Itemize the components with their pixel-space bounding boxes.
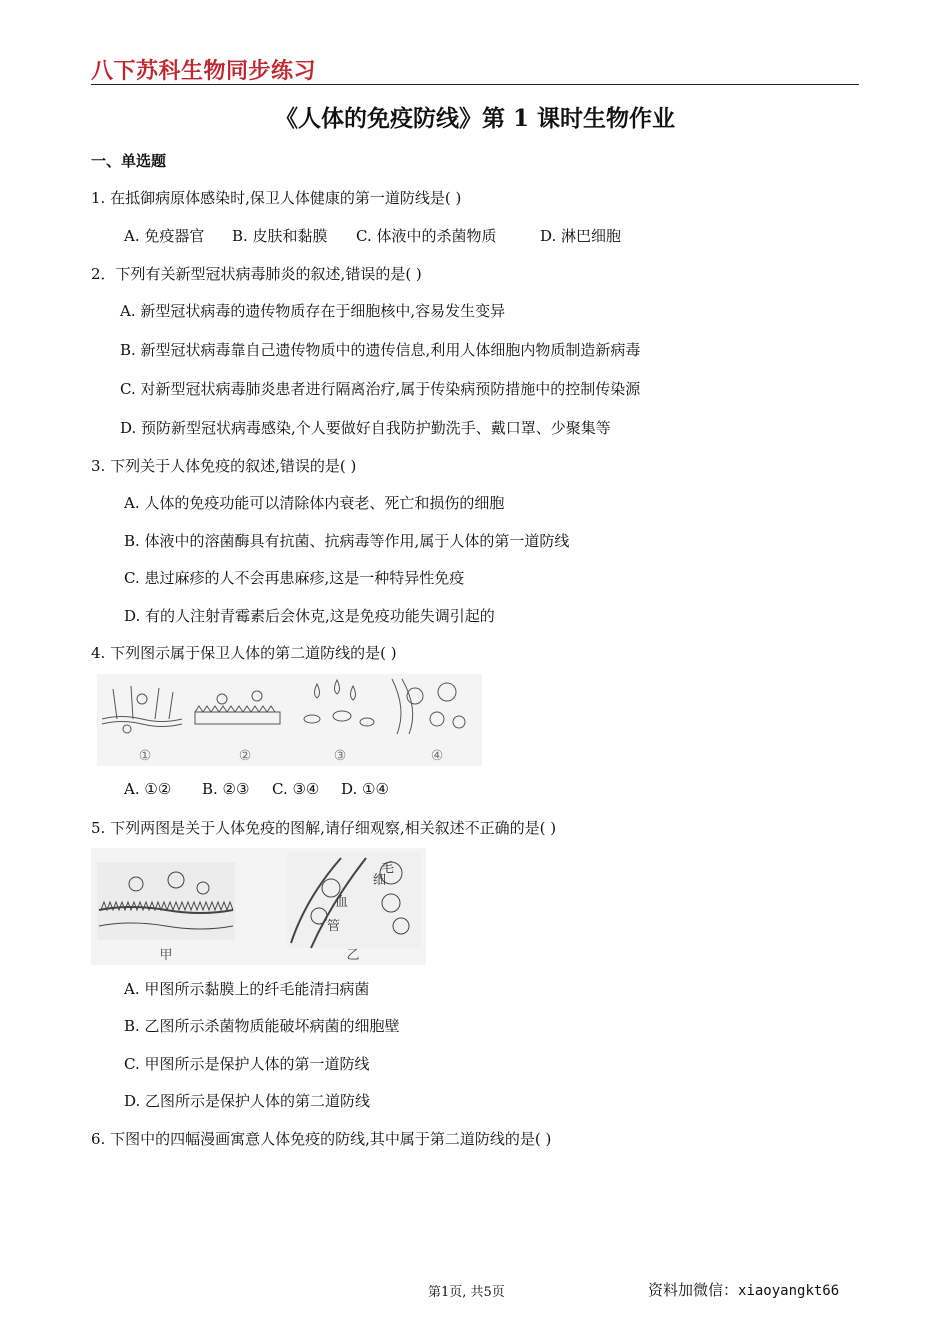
figure-5-text-vessel-2: 管 — [327, 919, 341, 934]
question-5-option-c: C. 甲图所示是保护人体的第一道防线 — [124, 1055, 370, 1073]
question-5-stem: 5. 下列两图是关于人体免疫的图解,请仔细观察,相关叙述不正确的是( ) — [91, 819, 557, 837]
question-4-stem: 4. 下列图示属于保卫人体的第二道防线的是( ) — [91, 644, 397, 662]
document-title: 《人体的免疫防线》第 1 课时生物作业 — [274, 105, 676, 132]
contact-info — [648, 1279, 839, 1300]
question-6-stem: 6. 下图中的四幅漫画寓意人体免疫的防线,其中属于第二道防线的是( ) — [91, 1130, 552, 1148]
section-heading: 一、单选题 — [91, 152, 167, 170]
header-divider — [91, 84, 859, 85]
figure-4-label-1: ① — [138, 748, 152, 764]
barrier-illustrations — [97, 674, 482, 766]
question-1-option-c: C. 体液中的杀菌物质 — [356, 227, 497, 245]
contact-id: xiaoyangkt66 — [738, 1283, 840, 1299]
figure-5-text-cap-1: 毛 — [381, 861, 395, 876]
figure-5-text-vessel-1: 血 — [335, 895, 349, 910]
question-3-option-b: B. 体液中的溶菌酶具有抗菌、抗病毒等作用,属于人体的第一道防线 — [124, 532, 570, 550]
question-1-option-b: B. 皮肤和黏膜 — [232, 227, 328, 245]
question-4-option-c: C. ③④ — [272, 780, 320, 798]
contact-label: 资料加微信： — [648, 1281, 739, 1299]
figure-5-label-yi: 乙 — [346, 948, 360, 963]
question-5-option-d: D. 乙图所示是保护人体的第二道防线 — [124, 1092, 371, 1110]
page-number: 第1页, 共5页 — [428, 1285, 505, 1300]
question-4-option-a: A. ①② — [124, 780, 172, 798]
question-3-option-a: A. 人体的免疫功能可以清除体内衰老、死亡和损伤的细胞 — [124, 494, 505, 512]
figure-4-label-3: ③ — [333, 748, 347, 764]
question-2-option-d: D. 预防新型冠状病毒感染,个人要做好自我防护勤洗手、戴口罩、少聚集等 — [120, 419, 611, 437]
question-5-option-a: A. 甲图所示黏膜上的纤毛能清扫病菌 — [124, 980, 370, 998]
question-1-stem: 1. 在抵御病原体感染时,保卫人体健康的第一道防线是( ) — [91, 189, 462, 207]
series-title: 八下苏科生物同步练习 — [91, 59, 317, 84]
figure-4-label-4: ④ — [430, 748, 444, 764]
question-5-figure — [91, 848, 426, 965]
question-1-option-a: A. 免疫器官 — [124, 227, 205, 245]
immune-diagrams — [91, 848, 426, 965]
figure-5-text-cap-2: 细 — [373, 873, 387, 888]
question-4-option-d: D. ①④ — [341, 780, 389, 798]
figure-4-label-2: ② — [238, 748, 252, 764]
question-2-stem: 2．下列有关新型冠状病毒肺炎的叙述,错误的是( ) — [91, 265, 422, 283]
question-2-option-a: A. 新型冠状病毒的遗传物质存在于细胞核中,容易发生变异 — [120, 302, 506, 320]
question-2-option-c: C. 对新型冠状病毒肺炎患者进行隔离治疗,属于传染病预防措施中的控制传染源 — [120, 380, 641, 398]
question-3-option-c: C. 患过麻疹的人不会再患麻疹,这是一种特异性免疫 — [124, 569, 465, 587]
question-2-option-b: B. 新型冠状病毒靠自己遗传物质中的遗传信息,利用人体细胞内物质制造新病毒 — [120, 341, 641, 359]
question-4-option-b: B. ②③ — [202, 780, 250, 798]
question-4-figure — [97, 674, 482, 766]
question-1-option-d: D. 淋巴细胞 — [540, 227, 622, 245]
figure-5-label-jia: 甲 — [159, 948, 173, 963]
question-3-option-d: D. 有的人注射青霉素后会休克,这是免疫功能失调引起的 — [124, 607, 495, 625]
question-3-stem: 3. 下列关于人体免疫的叙述,错误的是( ) — [91, 457, 357, 475]
question-5-option-b: B. 乙图所示杀菌物质能破坏病菌的细胞壁 — [124, 1017, 400, 1035]
